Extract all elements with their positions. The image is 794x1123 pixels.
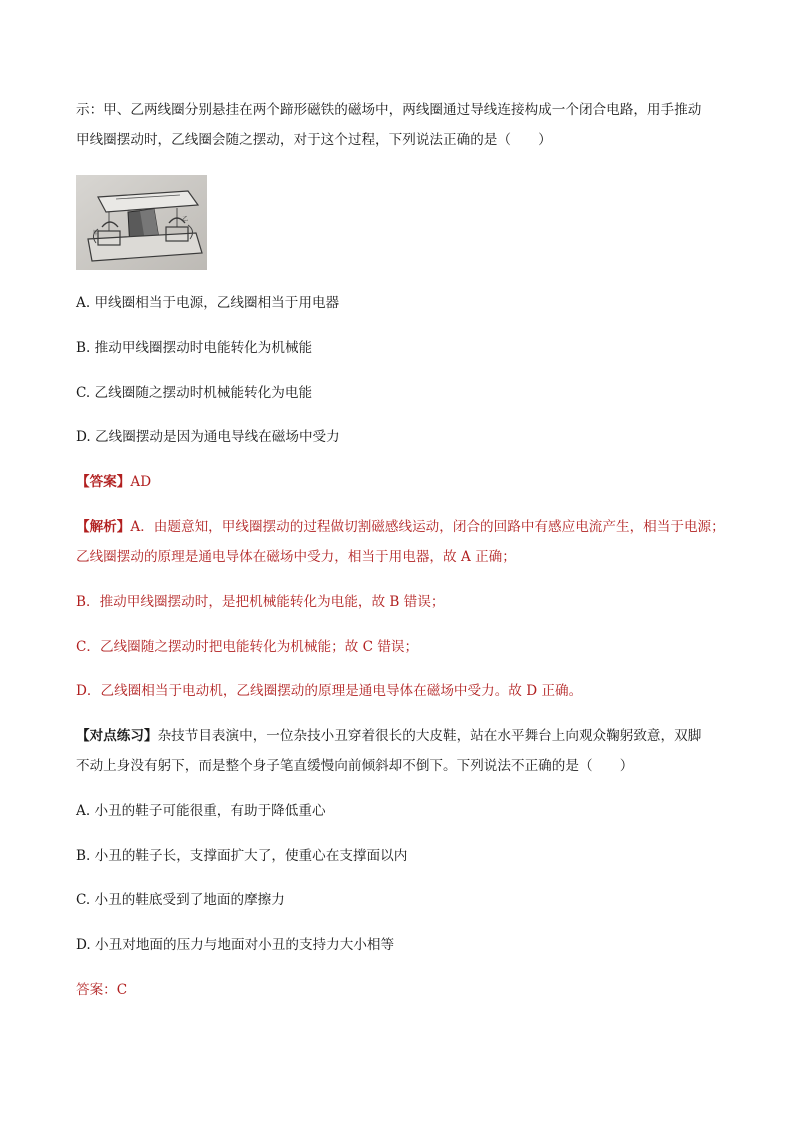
- question1-answer: [76, 473, 151, 491]
- question1-analysis-line4: C．乙线圈随之摆动时把电能转化为机械能；故 C 错误；: [76, 639, 419, 655]
- coil-magnet-apparatus-photo: [76, 175, 207, 270]
- question1-stem-line2: 甲线圈摆动时，乙线圈会随之摆动，对于这个过程，下列说法正确的是（ ）: [76, 132, 552, 148]
- question2-stem-line1: [76, 727, 701, 745]
- question2-option-d: D. 小丑对地面的压力与地面对小丑的支持力大小相等: [76, 937, 395, 953]
- question1-option-d: D. 乙线圈摆动是因为通电导线在磁场中受力: [76, 429, 340, 445]
- question2-stem-line2: 不动上身没有躬下，而是整个身子笔直缓慢向前倾斜却不倒下。下列说法不正确的是（ ）: [76, 758, 634, 774]
- question2-option-a: A. 小丑的鞋子可能很重，有助于降低重心: [76, 803, 326, 819]
- question1-analysis-line5: D．乙线圈相当于电动机，乙线圈摆动的原理是通电导体在磁场中受力。故 D 正确。: [76, 683, 583, 699]
- analysis-text-1: A．由题意知，甲线圈摆动的过程做切割磁感线运动，闭合的回路中有感应电流产生，相当于电源；: [130, 519, 725, 535]
- question1-option-a: A. 甲线圈相当于电源，乙线圈相当于用电器: [76, 295, 340, 311]
- question1-analysis-line3: B．推动甲线圈摆动时，是把机械能转化为电能，故 B 错误；: [76, 594, 445, 610]
- answer-tag: 【答案】: [76, 474, 131, 490]
- question1-option-b: B. 推动甲线圈摆动时电能转化为机械能: [76, 340, 313, 356]
- question1-analysis-line2: 乙线圈摆动的原理是通电导体在磁场中受力，相当于用电器，故 A 正确；: [76, 549, 516, 565]
- question1-analysis-line1: [76, 518, 725, 536]
- question2-option-c: C. 小丑的鞋底受到了地面的摩擦力: [76, 892, 285, 908]
- question2-tag: 【对点练习】: [76, 728, 158, 744]
- question2-stem-text: 杂技节目表演中，一位杂技小丑穿着很长的大皮鞋，站在水平舞台上向观众鞠躬致意，双脚: [157, 728, 702, 744]
- svg-text:甲: 甲: [93, 230, 100, 237]
- question2-option-b: B. 小丑的鞋子长，支撑面扩大了，使重心在支撑面以内: [76, 848, 408, 864]
- analysis-tag: 【解析】: [76, 519, 131, 535]
- question1-option-c: C. 乙线圈随之摆动时机械能转化为电能: [76, 385, 313, 401]
- question1-stem-line1: 示：甲、乙两线圈分别悬挂在两个蹄形磁铁的磁场中，两线圈通过导线连接构成一个闭合电路，用手推动: [76, 102, 702, 118]
- question2-answer: 答案：C: [76, 982, 128, 998]
- svg-text:乙: 乙: [182, 216, 189, 223]
- answer-value: AD: [130, 474, 152, 490]
